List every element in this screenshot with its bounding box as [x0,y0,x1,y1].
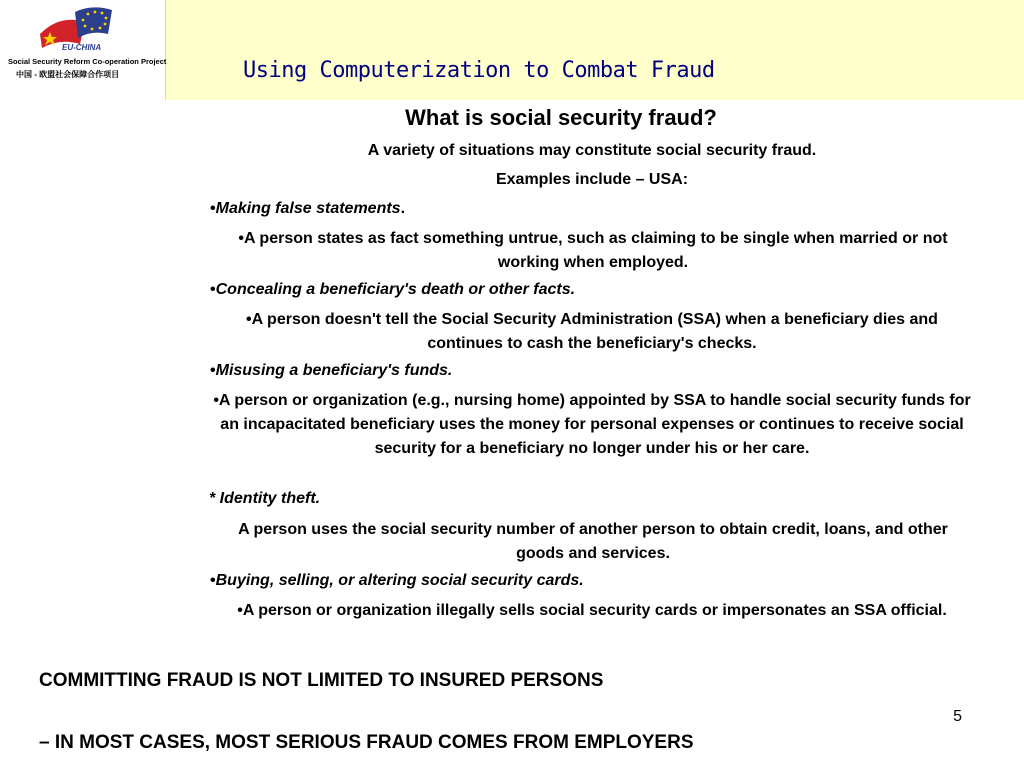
bullet: • [210,200,216,217]
footer-statement-1: COMMITTING FRAUD IS NOT LIMITED TO INSURED PERSONS [39,670,604,691]
item-heading: Buying, selling, or altering social security cards. [215,572,584,589]
page-number: 5 [953,708,962,725]
list-item-detail: •A person or organization (e.g., nursing home) appointed by SSA to handle social security funds for an incapacitated beneficiary uses the money for personal expenses or continues to receive social security for a beneficiary no longer under his or her care. [213,392,971,457]
examples-label: Examples include – USA: [495,171,689,188]
list-item-heading [210,572,584,590]
list-item-heading [209,490,320,508]
list-item-heading [210,362,452,380]
bullet: • [210,572,216,589]
item-heading: Concealing a beneficiary's death or other facts. [215,281,576,298]
slide-title: Using Computerization to Combat Fraud [243,58,715,83]
list-item-heading [210,281,575,299]
bullet: • [210,281,216,298]
list-item-heading [210,200,405,218]
list-item-detail: •A person or organization illegally sells social security cards or impersonates an SSA official. [237,602,947,619]
logo-project-english: Social Security Reform Co-operation Project [8,57,167,66]
list-item-detail: •A person doesn't tell the Social Security Administration (SSA) when a beneficiary dies and continues to cash the beneficiary's checks. [246,311,938,352]
list-item-detail: •A person states as fact something untrue, such as claiming to be single when married or not working when employed. [238,230,948,271]
item-heading: Making false statements [215,200,401,217]
logo-name: EU-CHINA [62,43,102,52]
list-item-detail: A person uses the social security number of another person to obtain credit, loans, and other goods and services. [238,521,948,562]
logo-project-chinese: 中国 - 欧盟社会保障合作项目 [16,70,120,79]
bullet: • [210,362,216,379]
slide-header [0,0,1024,100]
item-heading-suffix: . [400,200,406,217]
intro-text: A variety of situations may constitute social security fraud. [367,142,817,159]
question-heading: What is social security fraud? [405,105,717,130]
footer-statement-2: – IN MOST CASES, MOST SERIOUS FRAUD COMES FROM EMPLOYERS [39,732,694,753]
logo [0,0,166,100]
item-heading: * Identity theft. [209,490,321,507]
item-heading: Misusing a beneficiary's funds. [215,362,453,379]
